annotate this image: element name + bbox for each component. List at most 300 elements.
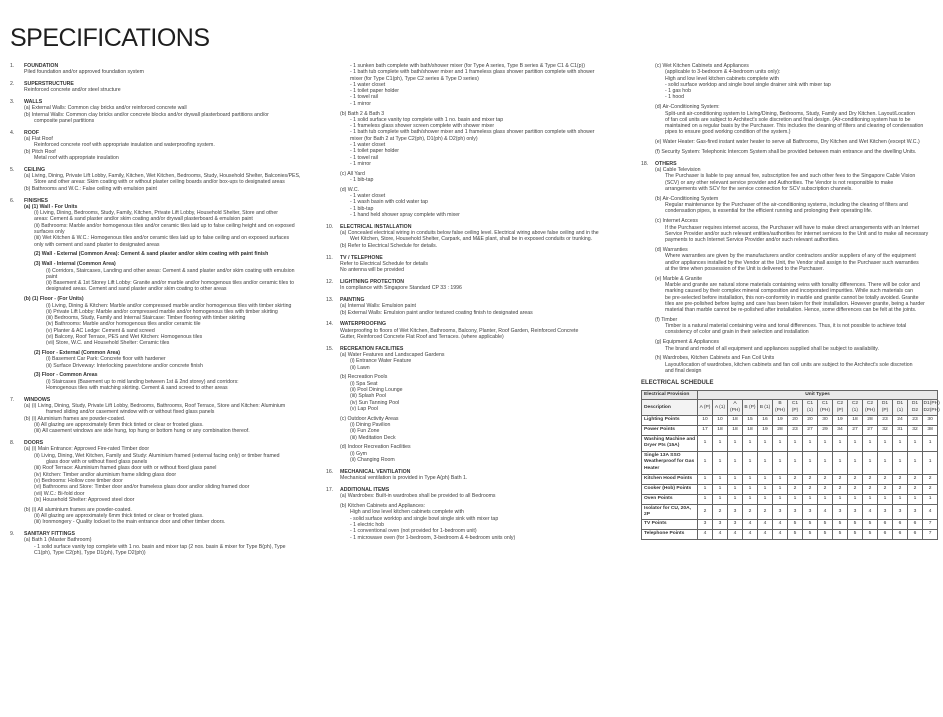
schedule-cell: 3 xyxy=(833,504,848,520)
schedule-cell: 1 xyxy=(788,451,803,474)
schedule-row-label: Kitchen Hood Points xyxy=(642,474,698,484)
schedule-cell: 1 xyxy=(908,494,923,504)
schedule-cell: 24 xyxy=(893,415,908,425)
schedule-cell: 31 xyxy=(893,425,908,435)
schedule-cell: 2 xyxy=(713,504,728,520)
spec-line: (iii) Splash Pool xyxy=(350,393,387,400)
schedule-row xyxy=(642,415,938,425)
schedule-cell: 2 xyxy=(878,474,893,484)
spec-line: - 1 sunken bath complete with bath/shower mixer (for Type A series, Type B series & Type C1 & C1(p)) xyxy=(350,63,585,69)
section-heading: WATERPROOFING xyxy=(340,321,387,328)
spec-line: glass door with or without fixed glass panels xyxy=(46,459,148,466)
schedule-cell: 1 xyxy=(773,484,788,494)
spec-section xyxy=(326,63,634,218)
unit-type-header: D1 (1) xyxy=(893,400,908,416)
spec-line: (ii) Bathrooms: Marble and/or homogenous tiles and/or ceramic tiles laid up to false ceiling height and on exposed xyxy=(34,222,295,229)
schedule-cell: 6 xyxy=(908,530,923,540)
spec-line: (v) Lap Pool xyxy=(350,405,378,412)
schedule-cell: 1 xyxy=(773,474,788,484)
spec-section xyxy=(326,487,634,541)
schedule-cell: 32 xyxy=(908,425,923,435)
spec-column-1 xyxy=(10,63,322,562)
spec-line: (i) Living, Dining, Bedrooms, Study, Family, Kitchen, Private Lift Lobby, Household Shelter, Store and other xyxy=(34,210,278,217)
spec-line: The Purchaser is liable to pay annual fee, subscription fee and such other fees to the Singapore Cable Vision xyxy=(665,173,916,180)
spec-line: (i) Dining Pavilion xyxy=(350,422,391,429)
schedule-cell: 1 xyxy=(803,494,818,504)
schedule-cell: 4 xyxy=(923,504,938,520)
spec-line: Marble and granite are natural stone materials containing veins with tonality differences. There will be color and xyxy=(665,281,921,288)
schedule-cell: 1 xyxy=(848,435,863,451)
spec-line: (c) Wet Kitchen Cabinets and Appliances xyxy=(655,63,749,69)
spec-section xyxy=(641,161,939,374)
unit-type-header: B (P) xyxy=(743,400,758,416)
schedule-cell: 2 xyxy=(923,484,938,494)
schedule-cell: 5 xyxy=(788,520,803,530)
schedule-cell: 23 xyxy=(788,425,803,435)
spec-section xyxy=(10,397,322,435)
section-heading: (3) Floor - Common Areas xyxy=(34,372,98,379)
spec-line: surfaces only xyxy=(34,229,65,236)
schedule-cell: 1 xyxy=(698,494,713,504)
schedule-row-label: Lighting Points xyxy=(642,415,698,425)
spec-line: designated areas. Cement and sand plaster and/or skim coating to other areas xyxy=(46,286,227,293)
schedule-cell: 1 xyxy=(728,435,743,451)
spec-line: (a) Cable Television xyxy=(655,167,701,174)
spec-line: (vi) Bathrooms and Store: Timber door and/or frameless glass door and/or sliding framed door xyxy=(34,484,250,491)
section-number: 4. xyxy=(10,129,15,136)
spec-line: Service Provider and/or such relevant entities/authorities for internet services to the Unit and to make all necessary xyxy=(665,230,929,237)
schedule-cell: 20 xyxy=(803,415,818,425)
schedule-cell: 3 xyxy=(773,504,788,520)
spec-line: of fan coil units are subject to Architect's sole discretion and final design. (Air-conditioning system has to be xyxy=(665,116,911,123)
spec-line: (ii) All glazing are approximately 6mm thick tinted or clear or frosted glass. xyxy=(34,422,204,429)
schedule-cell: 3 xyxy=(803,504,818,520)
unit-type-header: C2 (PH) xyxy=(863,400,878,416)
spec-line: (d) W.C. xyxy=(340,186,360,193)
spec-column-3-body xyxy=(641,63,939,374)
spec-line: (ii) All glazing are approximately 6mm thick tinted or clear or frosted glass. xyxy=(34,512,204,519)
spec-line: Timber is a natural material containing veins and tonal differences. Thus, it is not possible to achieve total xyxy=(665,323,907,330)
schedule-cell: 1 xyxy=(878,451,893,474)
spec-line: (i) Entrance Water Feature xyxy=(350,358,412,365)
spec-line: (c) All Yard xyxy=(340,170,365,177)
spec-section xyxy=(641,63,939,155)
section-heading: RECREATION FACILITIES xyxy=(340,345,404,352)
spec-line: (b) Bath 2 & Bath 3 xyxy=(340,110,385,117)
spec-line: (c) Outdoor Activity Areas xyxy=(340,415,399,422)
schedule-cell: 1 xyxy=(848,494,863,504)
schedule-cell: 4 xyxy=(758,530,773,540)
spec-line: (i) Living, Dining & Kitchen: Marble and/or compressed marble and/or homogenous tiles with timber skirting xyxy=(46,302,292,309)
spec-line: (b) Recreation Pools xyxy=(340,374,388,381)
section-heading: ROOF xyxy=(24,129,39,136)
spec-line: (ii) Lawn xyxy=(350,364,370,371)
spec-line: tiles are pre-polished before laying and care has been taken for their installation. However granite, being a harder xyxy=(665,300,925,307)
schedule-cell: 1 xyxy=(743,484,758,494)
schedule-row xyxy=(642,520,938,530)
spec-line: (i) Corridors, Staircases, Landing and other areas: Cement & sand plaster and/or skim coating with emulsion xyxy=(46,267,295,274)
spec-line: (b) (i) Aluminium frames are powder-coated. xyxy=(24,415,126,422)
spec-line: (iii) Wet Kitchen & W.C.: Homogenous tiles and/or ceramic tiles laid up to false ceiling and on exposed surfaces xyxy=(34,235,290,242)
page-title: SPECIFICATIONS xyxy=(10,24,210,52)
section-number: 10. xyxy=(326,223,334,230)
schedule-cell: 5 xyxy=(818,520,833,530)
schedule-cell: 2 xyxy=(848,484,863,494)
spec-line: be pre-selected before installation, this non-conformity in marble and granite cannot be totally avoided. Granite xyxy=(665,294,919,301)
schedule-row xyxy=(642,484,938,494)
schedule-cell: 1 xyxy=(788,435,803,451)
spec-line: Reinforced concrete roof with appropriate insulation and waterproofing system. xyxy=(34,142,215,149)
schedule-cell: 30 xyxy=(818,415,833,425)
spec-line: (vii) W.C.: Bi-fold door xyxy=(34,490,85,497)
schedule-row-label: Power Points xyxy=(642,425,698,435)
schedule-cell: 38 xyxy=(923,425,938,435)
section-heading: (b) (1) Floor - (For Units) xyxy=(24,296,84,303)
spec-line: - 1 bath tub complete with bath/shower mixer and 1 frameless glass shower partition complete with shower xyxy=(350,129,595,136)
schedule-cell: 2 xyxy=(833,484,848,494)
spec-line: - solid surface worktop and single bowl single sink with mixer tap xyxy=(350,515,499,522)
section-heading: WALLS xyxy=(24,99,43,106)
spec-line: (ii) Fun Zone xyxy=(350,428,380,435)
schedule-cell: 6 xyxy=(878,530,893,540)
spec-line: (f) Timber xyxy=(655,316,678,323)
section-heading: ELECTRICAL INSTALLATION xyxy=(340,223,412,230)
spec-line: Gutter, Reinforced Concrete Flat Roof and Terraces. (where applicable) xyxy=(340,333,504,340)
section-heading: FOUNDATION xyxy=(24,63,59,69)
schedule-cell: 5 xyxy=(803,530,818,540)
spec-line: (h) Wardrobes, Kitchen Cabinets and Fan Coil Units xyxy=(655,355,775,362)
schedule-cell: 5 xyxy=(833,520,848,530)
unit-type-header: C2 (1) xyxy=(848,400,863,416)
schedule-cell: 1 xyxy=(923,494,938,504)
schedule-cell: 20 xyxy=(788,415,803,425)
spec-line: (f) Security System: Telephonic Intercom System shall be provided between main entrance and the dwelling Units. xyxy=(655,149,917,156)
schedule-cell: 19 xyxy=(833,415,848,425)
schedule-cell: 2 xyxy=(908,474,923,484)
schedule-cell: 1 xyxy=(803,451,818,474)
spec-line: payments to such Internet Service Provider and/or such relevant authorities. xyxy=(665,237,840,244)
spec-line: - 1 mirror xyxy=(350,100,372,107)
section-number: 8. xyxy=(10,440,15,447)
schedule-cell: 1 xyxy=(893,494,908,504)
spec-line: (iii) All casement windows are side hung, top hung or bottom hung or any combination thereof. xyxy=(34,428,250,435)
spec-line: - 1 toilet paper holder xyxy=(350,88,400,95)
spec-line: - 1 towel rail xyxy=(350,154,378,161)
schedule-cell: 2 xyxy=(848,474,863,484)
spec-line: (a) (i) Living, Dining, Study, Private Lift Lobby, Bedrooms, Bathrooms, Roof Terrace, Store and Kitchen: Aluminium xyxy=(24,403,286,410)
spec-line: (SCV) or any other relevant service provider and Authorities. The Vendor is not responsible to make xyxy=(665,179,894,186)
unit-type-header: C1 (P) xyxy=(788,400,803,416)
schedule-cell: 1 xyxy=(698,474,713,484)
schedule-cell: 4 xyxy=(698,530,713,540)
schedule-cell: 4 xyxy=(773,520,788,530)
spec-section xyxy=(326,224,634,249)
schedule-cell: 2 xyxy=(818,484,833,494)
schedule-row xyxy=(642,474,938,484)
schedule-row xyxy=(642,494,938,504)
unit-type-header: B (1) xyxy=(758,400,773,416)
schedule-cell: 19 xyxy=(758,425,773,435)
spec-line: - 1 solid surface vanity top complete with 1 no. basin and mixer tap xyxy=(350,116,504,123)
spec-line: (g) Equipment & Appliances xyxy=(655,339,720,346)
schedule-cell: 2 xyxy=(863,474,878,484)
spec-line: composite panel partitions xyxy=(34,118,95,125)
schedule-cell: 2 xyxy=(788,484,803,494)
spec-line: maintained on a regular basis by the Purchaser. This includes the cleaning of filters and clearing of condensation xyxy=(665,123,924,130)
schedule-cell: 2 xyxy=(923,474,938,484)
spec-section xyxy=(326,469,634,482)
spec-line: High and low level kitchen cabinets complete with xyxy=(665,75,779,82)
schedule-cell: 1 xyxy=(743,474,758,484)
spec-line: (a) Living, Dining, Private Lift Lobby, Family, Kitchen, Wet Kitchen, Bedrooms, Study, Household Shelter, Balconies/PES, xyxy=(24,173,301,180)
spec-section xyxy=(10,440,322,525)
spec-line: Wet Kitchen, Store, Household Shelter, Carpark, and M&E plant, shall be in exposed conduits or trunking. xyxy=(350,236,593,243)
schedule-cell: 3 xyxy=(713,520,728,530)
schedule-row-label: Isolator for CU, 20A, 2P xyxy=(642,504,698,520)
spec-section xyxy=(326,279,634,292)
section-number: 5. xyxy=(10,166,15,173)
spec-line: (a) Concealed electrical wiring in conduits below false ceiling level. Electrical wiring above false ceiling and in the xyxy=(340,230,599,237)
section-heading: SANITARY FITTINGS xyxy=(24,531,75,537)
spec-line: In compliance with Singapore Standard CP 33 : 1996 xyxy=(340,285,462,292)
spec-line: Refer to Electrical Schedule for details xyxy=(340,260,428,267)
schedule-cell: 4 xyxy=(863,504,878,520)
schedule-cell: 30 xyxy=(923,415,938,425)
spec-line: at the time when possession of the Unit is delivered to the Purchaser. xyxy=(665,265,824,272)
spec-line: framed sliding and/or casement window with or without fixed glass panels xyxy=(46,409,215,416)
section-number: 9. xyxy=(10,531,15,537)
spec-section xyxy=(326,346,634,464)
schedule-cell: 16 xyxy=(758,415,773,425)
schedule-cell: 5 xyxy=(818,530,833,540)
section-number: 15. xyxy=(326,345,334,352)
section-heading: WINDOWS xyxy=(24,396,51,403)
schedule-cell: 2 xyxy=(698,504,713,520)
spec-line: (vi) Balcony, Roof Terrace, PES and Wet Kitchen: Homogenous tiles xyxy=(46,333,203,340)
unit-type-header: D1 (P) xyxy=(878,400,893,416)
schedule-cell: 1 xyxy=(728,451,743,474)
section-heading: MECHANICAL VENTILATION xyxy=(340,468,411,475)
schedule-cell: 1 xyxy=(923,451,938,474)
spec-column-2 xyxy=(326,63,634,546)
section-heading: PAINTING xyxy=(340,297,365,303)
schedule-cell: 1 xyxy=(818,494,833,504)
spec-line: High and low level kitchen cabinets complete with xyxy=(350,509,464,516)
section-number: 1. xyxy=(10,63,15,69)
schedule-cell: 1 xyxy=(773,435,788,451)
spec-line: (a) External Walls: Common clay bricks and/or reinforced concrete wall xyxy=(24,105,187,112)
schedule-cell: 15 xyxy=(743,415,758,425)
schedule-cell: 18 xyxy=(713,425,728,435)
schedule-cell: 3 xyxy=(698,520,713,530)
spec-section xyxy=(326,297,634,316)
unit-type-header: B (PH) xyxy=(773,400,788,416)
section-number: 14. xyxy=(326,321,334,328)
unit-type-header: C1 (PH) xyxy=(818,400,833,416)
schedule-row xyxy=(642,451,938,474)
schedule-cell: 34 xyxy=(833,425,848,435)
section-heading: (2) Floor - External (Common Area) xyxy=(34,350,120,357)
spec-line: (a) Flat Roof xyxy=(24,136,53,143)
schedule-cell: 5 xyxy=(788,530,803,540)
spec-line: (v) Planter & AC Ledge: Cement & sand screed xyxy=(46,327,155,334)
section-heading: OTHERS xyxy=(655,160,677,167)
schedule-cell: 10 xyxy=(698,415,713,425)
schedule-cell: 1 xyxy=(833,435,848,451)
schedule-cell: 5 xyxy=(848,530,863,540)
schedule-cell: 1 xyxy=(908,451,923,474)
unit-type-header: A (P) xyxy=(698,400,713,416)
schedule-cell: 1 xyxy=(713,435,728,451)
spec-line: (iii) Ironmongery - Quality lockset to the main entrance door and other timber doors. xyxy=(34,519,226,526)
section-number: 3. xyxy=(10,99,15,106)
spec-line: (i) Basement Car Park: Concrete floor with hardener xyxy=(46,356,166,363)
schedule-cell: 6 xyxy=(893,520,908,530)
schedule-cell: 2 xyxy=(908,484,923,494)
schedule-cell: 2 xyxy=(833,474,848,484)
spec-line: Where warranties are given by the manufacturers and/or contractors and/or suppliers of any of the equipment xyxy=(665,253,916,260)
spec-line: Metal roof with appropriate insulation xyxy=(34,155,119,162)
schedule-cell: 1 xyxy=(818,451,833,474)
schedule-cell: 1 xyxy=(758,484,773,494)
schedule-cell: 2 xyxy=(788,474,803,484)
spec-line: (b) Pitch Roof xyxy=(24,148,56,155)
spec-line: - 1 hood xyxy=(665,94,685,101)
spec-line: - 1 microwave oven (for 1-bedroom, 3-bedroom & 4-bedroom units only) xyxy=(350,534,516,541)
section-number: 11. xyxy=(326,254,333,261)
spec-line: (a) Water Features and Landscaped Gardens xyxy=(340,352,445,359)
schedule-cell: 2 xyxy=(743,504,758,520)
section-heading: FINISHES xyxy=(24,197,48,204)
spec-line: Store and other areas: Skim coating with or without plaster ceiling boards and/or box-ups to designated areas xyxy=(34,179,285,186)
unit-type-header: C1 (1) xyxy=(803,400,818,416)
spec-section xyxy=(10,81,322,94)
spec-line: (ii) Living, Dining, Wet Kitchen, Family and Study: Aluminium framed (external facing only) or timber framed xyxy=(34,452,280,459)
spec-line: (iii) Roof Terrace: Aluminium framed glass door with or without fixed glass panel xyxy=(34,465,217,472)
spec-line: (i) Staircases (Basement up to mid landing between 1st & 2nd storey) and corridors: xyxy=(46,378,239,385)
spec-line: - 1 mirror xyxy=(350,160,372,167)
spec-line: (a) Bath 1 (Master Bathroom) xyxy=(24,537,92,544)
schedule-cell: 5 xyxy=(848,520,863,530)
schedule-cell: 2 xyxy=(758,504,773,520)
spec-line: - 1 water closet xyxy=(350,142,386,149)
schedule-cell: 1 xyxy=(863,451,878,474)
schedule-row xyxy=(642,435,938,451)
schedule-cell: 7 xyxy=(923,520,938,530)
spec-section xyxy=(10,63,322,76)
spec-line: (b) (i) All aluminium frames are powder-coated. xyxy=(24,506,132,513)
spec-line: Reinforced concrete and/or steel structure xyxy=(24,87,121,94)
spec-line: (b) Internal Walls: Common clay bricks and/or concrete blocks and/or drywall plasterboard partitions and/or xyxy=(24,111,269,118)
spec-line: (b) Kitchen Cabinets and Appliances: xyxy=(340,503,426,510)
spec-line: If the Purchaser requires internet access, the Purchaser will have to make direct arrangements with an Internet xyxy=(665,224,920,231)
schedule-cell: 1 xyxy=(863,435,878,451)
spec-line: - 1 hand held shower spray complete with mixer xyxy=(350,212,460,219)
schedule-cell: 18 xyxy=(728,425,743,435)
schedule-cell: 4 xyxy=(713,530,728,540)
schedule-cell: 27 xyxy=(863,425,878,435)
schedule-cell: 27 xyxy=(803,425,818,435)
spec-line: marking caused by their complex mineral composition and incorporated impurities. While such materials can xyxy=(665,288,913,295)
schedule-row-label: Oven Points xyxy=(642,494,698,504)
spec-line: - 1 water closet xyxy=(350,193,386,200)
spec-line: Homogenous tiles with matching skirting. Cement & sand screed to other areas xyxy=(46,385,228,392)
spec-line: (v) Bedrooms: Hollow core timber door xyxy=(34,477,123,484)
spec-line: The brand and model of all equipment and appliances supplied shall be subject to availability. xyxy=(665,345,879,352)
schedule-row xyxy=(642,530,938,540)
spec-line: mixer (for Type C1(ph), Type C2 series & Type D series) xyxy=(350,75,479,82)
section-heading: ADDITIONAL ITEMS xyxy=(340,486,390,493)
schedule-row xyxy=(642,504,938,520)
spec-line: (a) Wardrobes: Built-in wardrobes shall be provided to all Bedrooms xyxy=(340,493,496,500)
unit-type-header: D1 D2 xyxy=(908,400,923,416)
section-heading: (2) Wall - External (Common Area): Cement & sand plaster and/or skim coating with paint finish xyxy=(34,251,269,258)
spec-line: and/or appliances installed by the Vendor at the Unit, the Vendor shall assign to the Purchaser such warranties xyxy=(665,259,919,266)
spec-line: arrangements with SCV for the service connection for SCV subscription channels. xyxy=(665,186,853,193)
schedule-cell: 1 xyxy=(833,451,848,474)
schedule-cell: 1 xyxy=(698,484,713,494)
schedule-desc-label: Description xyxy=(642,400,698,416)
schedule-cell: 5 xyxy=(833,530,848,540)
spec-section xyxy=(326,321,634,340)
schedule-cell: 6 xyxy=(878,520,893,530)
schedule-cell: 5 xyxy=(863,530,878,540)
spec-line: condensation pipes, is essential for the efficient running and prolonging their operating life. xyxy=(665,208,873,215)
schedule-cell: 1 xyxy=(908,435,923,451)
spec-section xyxy=(10,531,322,556)
spec-line: (ii) Basement & 1st Storey Lift Lobby: Granite and/or marble and/or homogenous tiles and/or ceramic tiles to xyxy=(46,280,294,287)
schedule-row xyxy=(642,425,938,435)
schedule-cell: 29 xyxy=(818,425,833,435)
spec-line: C1(ph), Type C2(ph), Type D1(ph), Type D2(ph)) xyxy=(34,549,146,556)
schedule-cell: 3 xyxy=(908,504,923,520)
schedule-cell: 1 xyxy=(788,494,803,504)
spec-line: (b) Bathrooms and W.C.: False ceiling with emulsion paint xyxy=(24,185,157,192)
spec-line: only with cement and sand plaster to designated areas xyxy=(34,241,160,248)
schedule-cell: 1 xyxy=(743,435,758,451)
section-number: 17. xyxy=(326,486,334,493)
schedule-corner-label: Electrical Provision xyxy=(642,391,698,400)
schedule-cell: 1 xyxy=(713,451,728,474)
spec-line: (d) Indoor Recreation Facilities xyxy=(340,444,411,451)
spec-line: (ii) Pool Dining Lounge xyxy=(350,387,403,394)
section-number: 12. xyxy=(326,278,334,285)
schedule-cell: 4 xyxy=(743,520,758,530)
schedule-cell: 2 xyxy=(893,484,908,494)
schedule-cell: 1 xyxy=(698,451,713,474)
spec-line: (b) Refer to Electrical Schedule for details. xyxy=(340,242,438,249)
schedule-cell: 2 xyxy=(878,484,893,494)
section-number: 2. xyxy=(10,81,15,88)
schedule-cell: 28 xyxy=(773,425,788,435)
section-number: 13. xyxy=(326,297,334,303)
schedule-cell: 1 xyxy=(713,494,728,504)
schedule-cell: 1 xyxy=(923,435,938,451)
spec-line: (iii) Bedrooms, Study, Family and Internal Staircase: Timber flooring with timber skirting xyxy=(46,315,246,322)
section-heading: DOORS xyxy=(24,440,44,447)
spec-section xyxy=(10,130,322,161)
schedule-cell: 1 xyxy=(743,494,758,504)
schedule-cell: 7 xyxy=(923,530,938,540)
spec-line: (e) Marble & Granite xyxy=(655,275,702,282)
spec-line: (ii) Changing Room xyxy=(350,457,395,464)
schedule-cell: 1 xyxy=(878,435,893,451)
schedule-cell: 1 xyxy=(743,451,758,474)
section-heading: LIGHTNING PROTECTION xyxy=(340,278,404,285)
schedule-cell: 4 xyxy=(758,520,773,530)
spec-line: Piled foundation and/or approved foundation system xyxy=(24,69,144,76)
schedule-cell: 1 xyxy=(713,484,728,494)
